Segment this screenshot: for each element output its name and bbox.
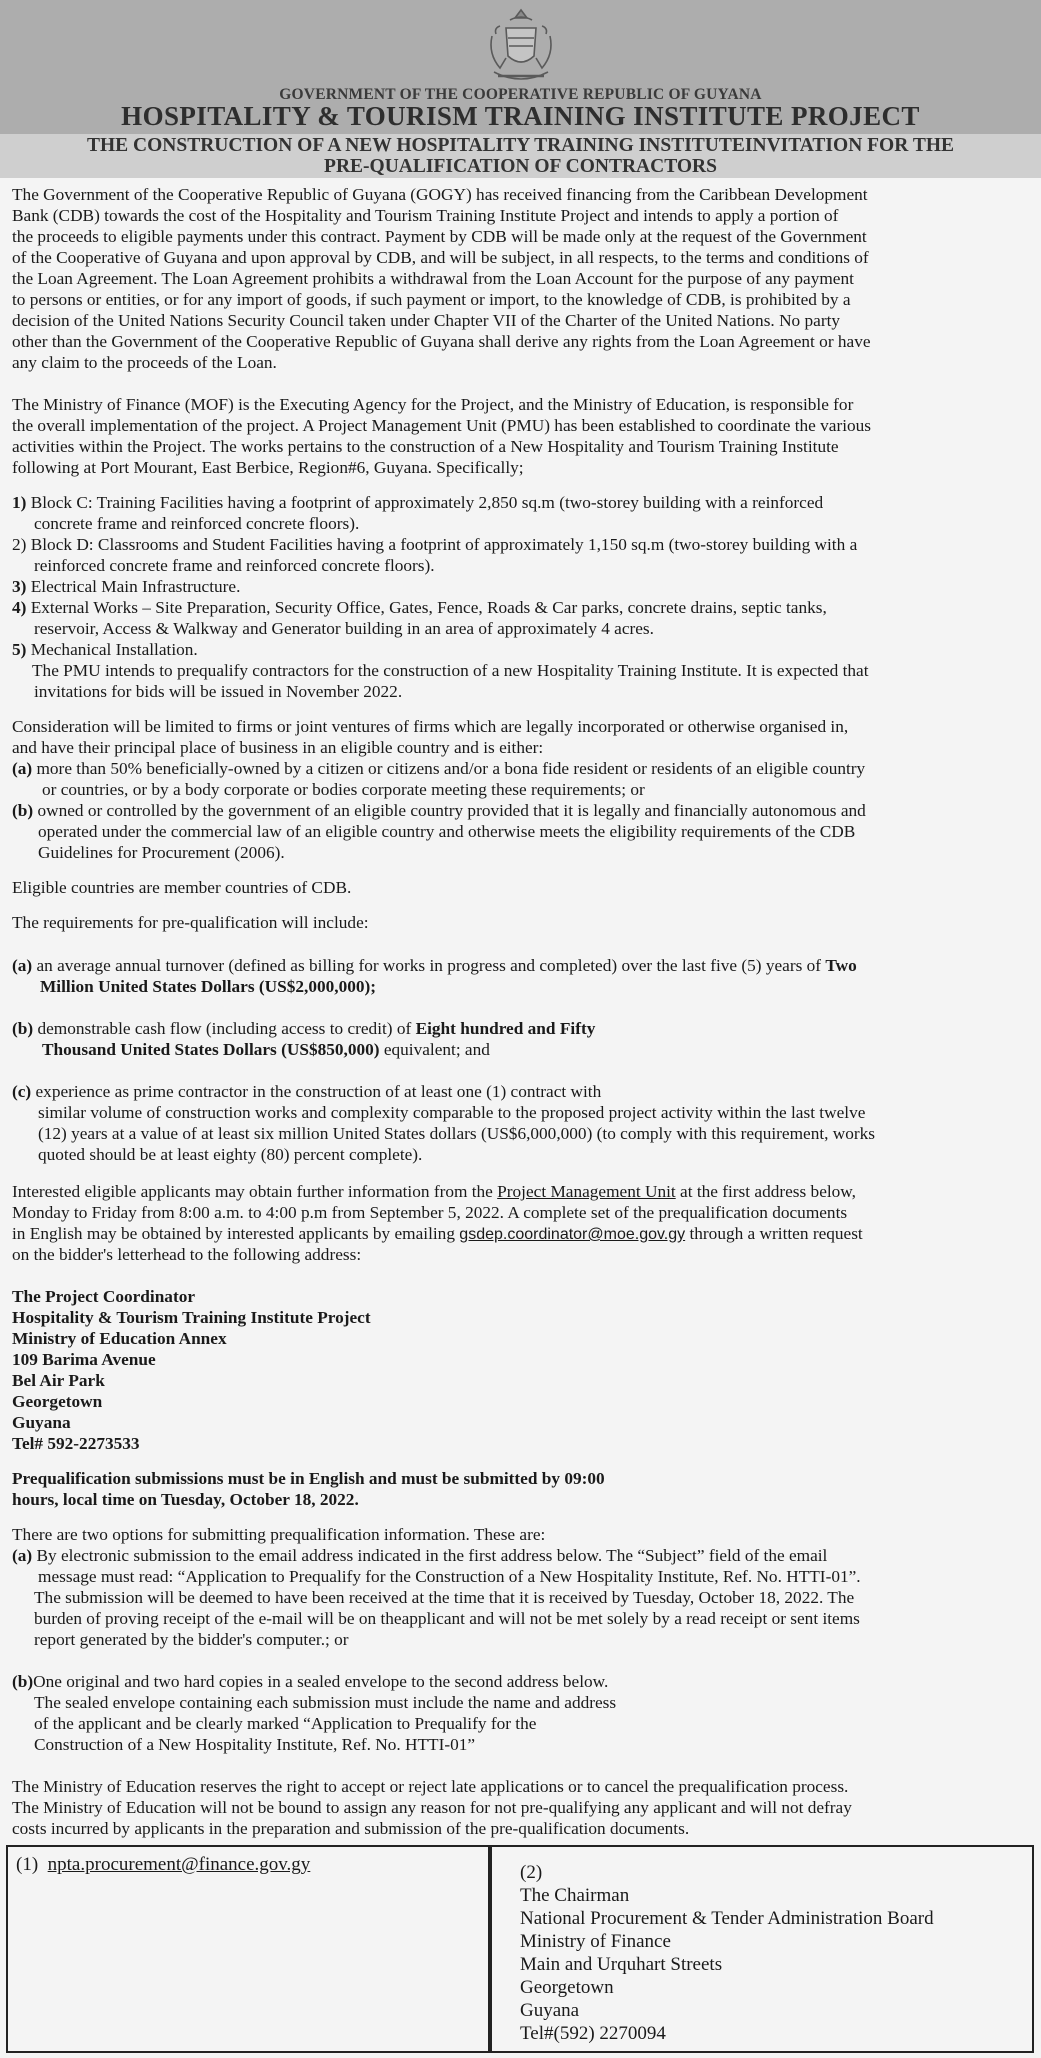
coordinator-phone: Tel# 592-2273533	[12, 1434, 140, 1453]
pmu-intent-line: The PMU intends to prequalify contractors for the construction of a new Hospitality Training Institute. It is expected that	[32, 661, 869, 680]
works-item-3: 3) Electrical Main Infrastructure.	[12, 577, 241, 596]
subtitle-line-2: PRE-QUALIFICATION OF CONTRACTORS	[324, 156, 717, 177]
requirements-intro: The requirements for pre-qualification will include:	[12, 913, 369, 932]
coordinator-address-line: 109 Barima Avenue	[12, 1350, 156, 1369]
intro-line: The Government of the Cooperative Republic of Guyana (GOGY) has received financing from the Caribbean Development	[12, 185, 868, 204]
requirement-c-cont: (12) years at a value of at least six million United States dollars (US$6,000,000) (to comply with this requirement, works	[38, 1124, 876, 1143]
address-2-line: Main and Urquhart Streets	[520, 1954, 723, 1975]
intro-line: the proceeds to eligible payments under this contract. Payment by CDB will be made only at the request of the Government	[12, 227, 867, 246]
intro-line: other than the Government of the Cooperative Republic of Guyana shall derive any rights from the Loan Agreement or have	[12, 332, 871, 351]
consideration-b-cont: Guidelines for Procurement (2006).	[38, 843, 285, 862]
address-2-phone: Tel#(592) 2270094	[520, 2023, 666, 2044]
options-intro: There are two options for submitting prequalification information. These are:	[12, 1525, 546, 1544]
address-2-line: Guyana	[520, 2000, 580, 2021]
mof-line: following at Port Mourant, East Berbice, Region#6, Guyana. Specifically;	[12, 458, 524, 477]
interested-line: in English may be obtained by interested applicants by emailing gsdep.coordinator@moe.gov.gy through a written request	[12, 1224, 863, 1243]
consideration-line: Consideration will be limited to firms or joint ventures of firms which are legally incorporated or otherwise organised in,	[12, 717, 849, 736]
coordinator-address-line: Ministry of Education Annex	[12, 1329, 227, 1348]
consideration-a-cont: or countries, or by a body corporate or bodies corporate meeting these requirements; or	[42, 780, 645, 799]
option-a-cont: message must read: “Application to Prequalify for the Construction of a New Hospitality Institute, Ref. No. HTTI-01”.	[38, 1567, 861, 1586]
subtitle-band	[0, 134, 1041, 178]
option-a-cont: report generated by the bidder's computer.; or	[34, 1630, 349, 1649]
requirement-b-cont: Thousand United States Dollars (US$850,000) equivalent; and	[42, 1040, 490, 1059]
requirement-a: (a) an average annual turnover (defined as billing for works in progress and completed) over the last five (5) years of Two	[12, 956, 857, 975]
eligible-countries: Eligible countries are member countries of CDB.	[12, 878, 352, 897]
address-2-line: National Procurement & Tender Administration Board	[520, 1908, 934, 1929]
procurement-email-link[interactable]: npta.procurement@finance.gov.gy	[47, 1854, 311, 1875]
requirement-c-cont: similar volume of construction works and complexity comparable to the proposed project activity within the last twelve	[38, 1103, 866, 1122]
reserves-line: The Ministry of Education reserves the right to accept or reject late applications or to cancel the prequalification process.	[12, 1777, 849, 1796]
requirement-c-cont: quoted should be at least eighty (80) percent complete).	[38, 1145, 423, 1164]
intro-line: of the Cooperative of Guyana and upon approval by CDB, and will be subject, in all respects, to the terms and conditions of	[12, 248, 869, 267]
works-item-5: 5) Mechanical Installation.	[12, 640, 198, 659]
coordinator-address-line: Bel Air Park	[12, 1371, 105, 1390]
intro-line: the Loan Agreement. The Loan Agreement prohibits a withdrawal from the Loan Account for the purpose of any payment	[12, 269, 854, 288]
intro-line: decision of the United Nations Security Council taken under Chapter VII of the Charter of the United Nations. No party	[12, 311, 841, 330]
consideration-line: and have their principal place of business in an eligible country and is either:	[12, 738, 544, 757]
requirement-c: (c) experience as prime contractor in the construction of at least one (1) contract with	[12, 1082, 602, 1101]
intro-line: to persons or entities, or for any import of goods, if such payment or import, to the knowledge of CDB, is prohibited by a	[12, 290, 851, 309]
works-item-2-cont: reinforced concrete frame and reinforced concrete floors).	[34, 556, 435, 575]
pmu-link[interactable]: Project Management Unit	[497, 1182, 676, 1201]
address-2-line: The Chairman	[520, 1885, 630, 1906]
mof-line: The Ministry of Finance (MOF) is the Executing Agency for the Project, and the Ministry of Education, is responsible for	[12, 395, 854, 414]
consideration-b-cont: operated under the commercial law of an eligible country and otherwise meets the eligibility requirements of the CDB	[38, 822, 856, 841]
address-2-label: (2)	[520, 1862, 543, 1883]
address-2-line: Ministry of Finance	[520, 1931, 671, 1952]
government-line: GOVERNMENT OF THE COOPERATIVE REPUBLIC OF GUYANA	[279, 86, 762, 103]
mof-line: activities within the Project. The works pertains to the construction of a New Hospitality and Tourism Training Institute	[12, 437, 839, 456]
works-item-2: 2) Block D: Classrooms and Student Facilities having a footprint of approximately 1,150 sq.m (two-storey building with a	[12, 535, 858, 554]
requirement-b: (b) demonstrable cash flow (including access to credit) of Eight hundred and Fifty	[12, 1019, 596, 1038]
works-item-4: 4) External Works – Site Preparation, Security Office, Gates, Fence, Roads & Car parks, concrete drains, septic tanks,	[12, 598, 827, 617]
address-2	[520, 1861, 934, 2045]
reserves-line: The Ministry of Education will not be bound to assign any reason for not pre-qualifying any applicant and will not defray	[12, 1798, 852, 1817]
project-title: HOSPITALITY & TOURISM TRAINING INSTITUTE PROJECT	[121, 101, 920, 131]
coordinator-address-line: Hospitality & Tourism Training Institute Project	[12, 1308, 371, 1327]
coordinator-address-line: Georgetown	[12, 1392, 103, 1411]
address-1-label: (1)	[16, 1854, 39, 1875]
requirement-a-cont: Million United States Dollars (US$2,000,000);	[40, 977, 377, 996]
coordinator-address-line: Guyana	[12, 1413, 71, 1432]
option-a: (a) By electronic submission to the email address indicated in the first address below. The “Subject” field of the email	[12, 1546, 828, 1565]
option-a-cont: burden of proving receipt of the e-mail will be on theapplicant and will not be met solely by a read receipt or sent items	[34, 1609, 860, 1628]
interested-line: Monday to Friday from 8:00 a.m. to 4:00 p.m from September 5, 2022. A complete set of the prequalification documents	[12, 1203, 848, 1222]
interested-line: Interested eligible applicants may obtain further information from the Project Management Unit at the first address below,	[12, 1182, 856, 1201]
option-a-cont: The submission will be deemed to have been received at the time that it is received by Tuesday, October 18, 2022. The	[34, 1588, 855, 1607]
address-1	[16, 1853, 310, 1876]
subtitle-line-1: THE CONSTRUCTION OF A NEW HOSPITALITY TRAINING INSTITUTEINVITATION FOR THE	[86, 135, 955, 156]
coordinator-address-line: The Project Coordinator	[12, 1287, 196, 1306]
works-item-1-cont: concrete frame and reinforced concrete floors).	[34, 514, 360, 533]
reserves-line: costs incurred by applicants in the preparation and submission of the pre-qualification documents.	[12, 1819, 690, 1838]
coordinator-email-link[interactable]: gsdep.coordinator@moe.gov.gy	[459, 1226, 686, 1243]
option-b-cont: The sealed envelope containing each submission must include the name and address	[34, 1693, 617, 1712]
consideration-b: (b) owned or controlled by the government of an eligible country provided that it is legally and financially autonomous and	[12, 801, 866, 820]
deadline-line: Prequalification submissions must be in English and must be submitted by 09:00	[12, 1469, 605, 1488]
header-banner	[0, 0, 1041, 135]
deadline-line: hours, local time on Tuesday, October 18, 2022.	[12, 1490, 359, 1509]
address-box	[6, 1845, 1034, 2053]
guyana-coat-of-arms-icon	[480, 6, 562, 90]
works-item-1: 1) Block C: Training Facilities having a footprint of approximately 2,850 sq.m (two-storey building with a reinforced	[12, 493, 824, 512]
pmu-intent-line: invitations for bids will be issued in November 2022.	[34, 682, 403, 701]
works-item-4-cont: reservoir, Access & Walkway and Generator building in an area of approximately 4 acres.	[34, 619, 654, 638]
option-b-cont: Construction of a New Hospitality Institute, Ref. No. HTTI-01”	[34, 1735, 476, 1754]
mof-line: the overall implementation of the project. A Project Management Unit (PMU) has been established to coordinate the various	[12, 416, 872, 435]
interested-line: on the bidder's letterhead to the following address:	[12, 1245, 362, 1264]
intro-line: Bank (CDB) towards the cost of the Hospitality and Tourism Training Institute Project and intends to apply a portion of	[12, 206, 839, 225]
consideration-a: (a) more than 50% beneficially-owned by a citizen or citizens and/or a bona fide resident or residents of an eligible country	[12, 759, 866, 778]
address-divider	[488, 1847, 492, 2051]
intro-line: any claim to the proceeds of the Loan.	[12, 353, 277, 372]
address-2-line: Georgetown	[520, 1977, 614, 1998]
option-b: (b)One original and two hard copies in a sealed envelope to the second address below.	[12, 1672, 609, 1691]
option-b-cont: of the applicant and be clearly marked “Application to Prequalify for the	[34, 1714, 537, 1733]
